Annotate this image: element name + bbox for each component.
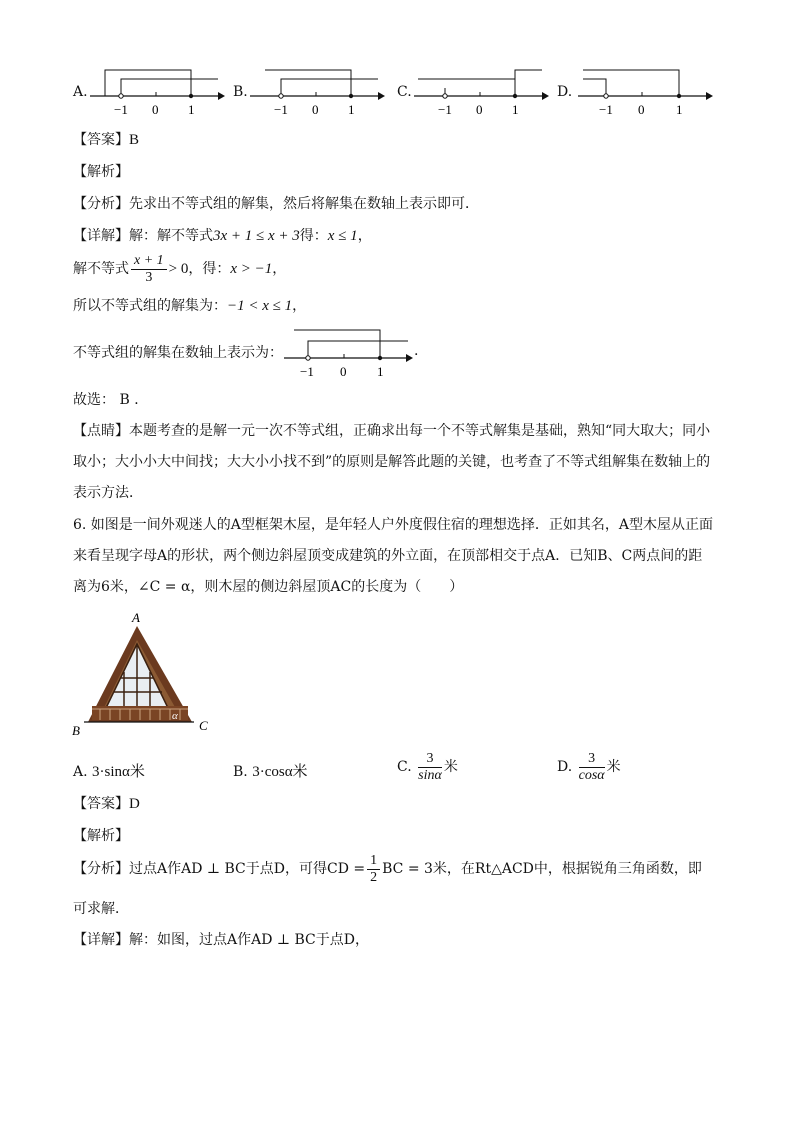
frac-den: cosα: [578, 767, 605, 783]
option-fraction: [418, 751, 442, 784]
q6-detail-line: [73, 930, 369, 950]
q6-analysis-line: [73, 852, 702, 886]
solution-set: −1 < x ≤ 1: [227, 298, 293, 314]
option-c-number-line: [414, 66, 549, 118]
detail-tag: 【详解】: [73, 228, 129, 244]
frac-num: 1: [367, 853, 380, 870]
q5-answer-line: [73, 130, 139, 150]
option-d-letter: D.: [557, 84, 573, 100]
solve2-gt: > 0: [168, 261, 189, 277]
q5-comment-2: 取小；大小小大中间找；大大小小找不到”的原则是解答此题的关键，也考查了不等式组解集在数轴上的: [73, 454, 711, 470]
label-a: A: [132, 610, 140, 625]
result-2: x > −1: [230, 261, 273, 277]
analysis-post: BC = 3米，在Rt△ACD中，根据锐角三角函数，即: [382, 861, 702, 877]
q6-stem-1: 6. 如图是一间外观迷人的A型框架木屋，是年轻人户外度假住宿的理想选择．正如其名，A型木屋从正面: [73, 517, 714, 533]
q6-option-a: [73, 760, 145, 781]
frac-num: x + 1: [131, 253, 167, 270]
q5-comment-3: 表示方法．: [73, 485, 143, 501]
tick-0: 0: [312, 102, 319, 117]
option-letter: D.: [557, 759, 573, 775]
fraction-half: [367, 853, 380, 886]
tick-neg1: −1: [599, 102, 613, 117]
option-d-number-line: [578, 66, 713, 118]
numline-end: .: [414, 343, 419, 359]
tick-neg1: −1: [114, 102, 128, 117]
analysis-text: 先求出不等式组的解集，然后将解集在数轴上表示即可．: [129, 196, 479, 212]
q5-analysis-title: 【解析】: [73, 164, 129, 180]
label-alpha: α: [172, 710, 178, 722]
option-a-letter: A.: [73, 84, 88, 100]
tick-neg1: −1: [274, 102, 288, 117]
tick-0: 0: [340, 364, 347, 378]
frac-den: sinα: [418, 767, 442, 783]
solve2-pre: 解不等式: [73, 261, 129, 277]
tick-1: 1: [348, 102, 355, 117]
tick-1: 1: [512, 102, 519, 117]
frac-den: 3: [145, 269, 153, 285]
tick-neg1: −1: [300, 364, 314, 378]
option-fraction: [579, 751, 605, 784]
solution-end: ，: [292, 298, 307, 314]
option-letter: B.: [233, 764, 248, 780]
solve2-end: ，: [272, 261, 287, 277]
tick-1: 1: [676, 102, 683, 117]
q5-comment-1: [73, 421, 710, 441]
q6-analysis-2: 可求解．: [73, 901, 129, 917]
q5-choose: 故选： B ．: [73, 392, 149, 408]
q6-stem-2: 来看呈现字母A的形状，两个侧边斜屋顶变成建筑的外立面，在顶部相交于点A．已知B、C两点间的距: [73, 548, 703, 564]
solution-pre: 所以不等式组的解集为：: [73, 298, 227, 314]
label-b: B: [72, 723, 80, 738]
q5-detail-line: [73, 226, 372, 246]
q5-solve2-line: [73, 252, 286, 286]
tick-0: 0: [476, 102, 483, 117]
tick-0: 0: [152, 102, 159, 117]
frac-num: 3: [418, 751, 442, 768]
option-unit: 米: [606, 759, 621, 775]
option-b-number-line: [250, 66, 385, 118]
detail-pre: 解：解不等式: [129, 228, 213, 244]
detail-end: ，: [357, 228, 372, 244]
option-b-letter: B.: [233, 84, 248, 100]
comment-text-1: 本题考查的是解一元一次不等式组，正确求出每一个不等式解集是基础，熟知“同大取大；同小: [129, 423, 711, 439]
answer-value: B: [129, 132, 140, 148]
answer-tag: 【答案】: [73, 132, 129, 148]
answer-value: D: [129, 796, 140, 812]
label-c: C: [199, 718, 208, 733]
option-letter: A.: [73, 764, 88, 780]
q6-option-d: [557, 747, 621, 787]
detail-mid: 得：: [299, 228, 328, 244]
q5-numline-text: 不等式组的解集在数轴上表示为：: [73, 345, 283, 361]
q5-solution-line: [73, 296, 306, 316]
tick-1: 1: [188, 102, 195, 117]
q6-option-b: [233, 760, 308, 781]
option-expr: 3·cosα米: [252, 764, 308, 780]
fraction-x-plus-1-over-3: [131, 253, 167, 286]
comment-tag: 【点睛】: [73, 423, 129, 439]
analysis-tag: 【分析】: [73, 861, 129, 877]
q6-analysis-title: 【解析】: [73, 828, 129, 844]
analysis-tag: 【分析】: [73, 196, 129, 212]
option-a-number-line: [90, 66, 225, 118]
a-frame-house-figure: [66, 608, 226, 740]
answer-tag: 【答案】: [73, 796, 129, 812]
option-expr: 3·sinα米: [92, 764, 145, 780]
q5-solution-number-line: [284, 322, 414, 378]
option-c-letter: C.: [397, 84, 412, 100]
detail-tag: 【详解】: [73, 932, 129, 948]
tick-0: 0: [638, 102, 645, 117]
detail-text: 解：如图，过点A作AD ⊥ BC于点D，: [129, 932, 369, 948]
result-1: x ≤ 1: [327, 228, 358, 244]
frac-den: 2: [370, 869, 378, 885]
analysis-pre: 过点A作AD ⊥ BC于点D，可得CD =: [129, 861, 366, 877]
option-letter: C.: [397, 759, 412, 775]
frac-num: 3: [579, 751, 605, 768]
solve2-mid: ，得：: [188, 261, 231, 277]
tick-1: 1: [377, 364, 384, 378]
option-unit: 米: [443, 759, 458, 775]
tick-neg1: −1: [438, 102, 452, 117]
q6-option-c: [397, 747, 458, 787]
q6-answer-line: [73, 794, 140, 814]
q5-analysis-line: [73, 194, 479, 214]
q6-stem-3: 离为6米，∠C = α，则木屋的侧边斜屋顶AC的长度为（ ）: [73, 579, 464, 595]
inequality-1: 3x + 1 ≤ x + 3: [213, 228, 300, 244]
